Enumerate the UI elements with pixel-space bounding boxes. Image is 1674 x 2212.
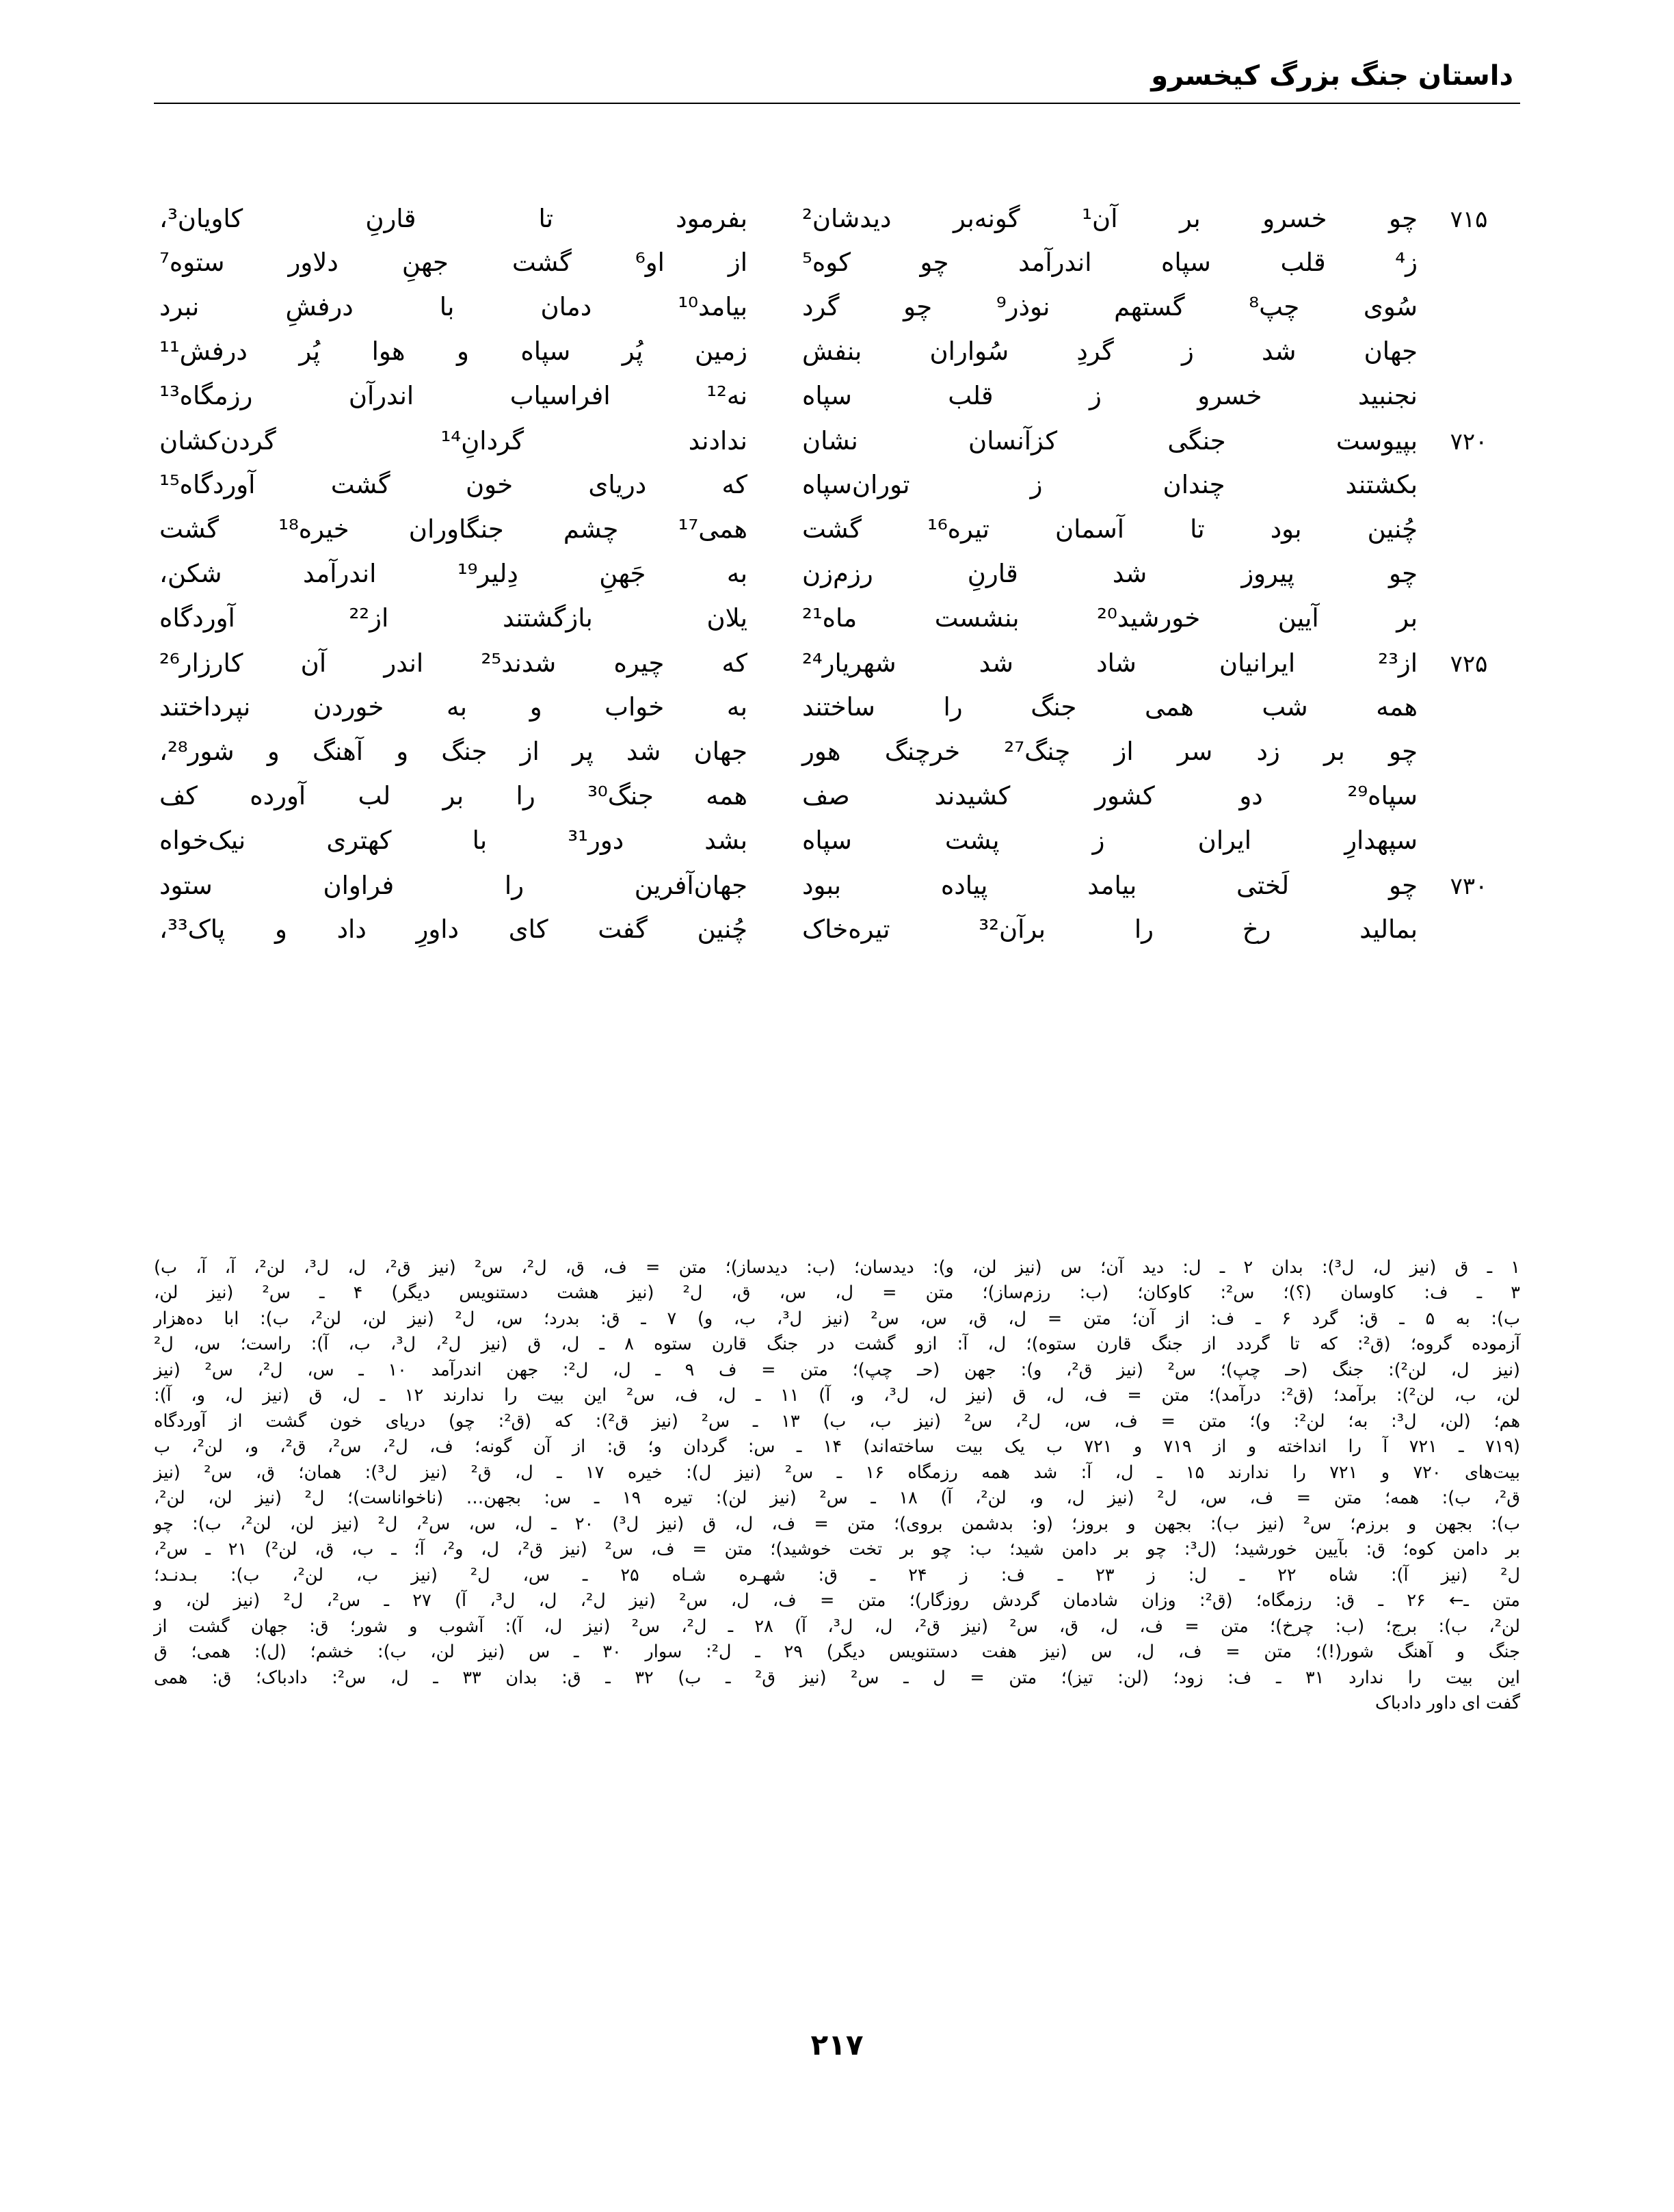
header-rule <box>154 103 1520 104</box>
hemistich-right: چُنین بود تا آسمان تیره¹⁶ گشت <box>802 514 1418 544</box>
apparatus-line: جنگ و آهنگ شور(!)؛ متن = ف، ل، س (نیز هفت دستنویس دیگر) ۲۹ ـ ل²: سوار ۳۰ ـ س (نیز لن، ب): خشم؛ (ل): همی؛ ق <box>154 1642 1520 1663</box>
verse-number <box>1418 535 1520 538</box>
apparatus-line: گفت ای داور دادباک <box>1375 1693 1520 1714</box>
verse-number <box>1418 313 1520 315</box>
folio-number: ۲۱۷ <box>810 2028 864 2062</box>
hemistich-right: همه شب همی جنگ را ساختند <box>802 692 1418 722</box>
hemistich-left: یلان بازگشتند از²² آوردگاه <box>159 603 747 633</box>
hemistich-left: که دریای خون گشت آوردگاه¹⁵ <box>159 470 747 499</box>
verse-row <box>154 205 1520 250</box>
hemistich-right: چو بر زد سر از چنگ²⁷ خرچنگ هور <box>802 737 1418 766</box>
hemistich-left: بیامد¹⁰ دمان با درفشِ نبرد <box>159 292 747 321</box>
apparatus-line: این بیت را ندارد ۳۱ ـ ف: زود؛ (لن: تیز)؛ متن = ل ـ س² (نیز ق² ـ ب) ۳۲ ـ ق: بدان ۳۳ ـ ل، س²: دادباک؛ ق: همی <box>154 1667 1520 1688</box>
hemistich-left: به جَهنِ دِلیر¹⁹ اندرآمد شکن، <box>159 559 747 588</box>
verse-number <box>1418 490 1520 493</box>
hemistich-left: همی¹⁷ چشم جنگاوران خیره¹⁸ گشت <box>159 514 747 544</box>
hemistich-right: چو لَختی بیامد پیاده ببود <box>802 871 1418 900</box>
hemistich-left: به خواب و به خوردن نپرداختند <box>159 692 747 722</box>
verse-row <box>154 828 1520 872</box>
hemistich-right: بپیوست جنگی کزآنسان نشان <box>802 426 1418 456</box>
apparatus-line: ل² (نیز آ): شاه ۲۲ ـ ل: ز ۲۳ ـ ف: ز ۲۴ ـ ق: شهـره شـاه ۲۵ ـ س، ل² (نیز ب، لن²، ب): بـدنـد؛ <box>154 1564 1521 1585</box>
verse-number: ۷۱۵ <box>1450 206 1488 233</box>
verse-number <box>1418 401 1520 404</box>
verse-number: ۷۳۰ <box>1450 873 1488 900</box>
apparatus-line: (۷۱۹ ـ ۷۲۱ آ را انداخته و از ۷۱۹ و ۷۲۱ ب یک بیت ساخته‌اند) ۱۴ ـ س: گردان و؛ ق: از آن گونه؛ ف، ل²، س²، ق²، و، لن²، ب <box>154 1436 1520 1458</box>
running-head-title: داستان جنگ بزرگ کیخسرو <box>1151 60 1513 92</box>
apparatus-line: ب): به ۵ ـ ق: گرد ۶ ـ ف: از آن؛ متن = ل، ق، س، س² (نیز ل³، ب، و) ۷ ـ ق: بدرد؛ س، ل² (نیز لن، لن²، ب): ابا ده‌هزار <box>154 1308 1520 1329</box>
hemistich-left: جهان‌آفرین را فراوان ستود <box>159 871 747 900</box>
verse-row <box>154 783 1520 828</box>
verse-number <box>1418 802 1520 804</box>
hemistich-right: سپاه²⁹ دو کشور کشیدند صف <box>802 781 1418 811</box>
verse-row <box>154 694 1520 739</box>
apparatus-line: ۱ ـ ق (نیز ل، ل³): بدان ۲ ـ ل: دید آن؛ س (نیز لن، و): دیدسان؛ (ب: دیدساز)؛ متن = ف، ق، ل²، س² (نیز ق²، ل، ل³، لن²، آ، آ، ب) <box>154 1257 1520 1278</box>
verse-block <box>154 205 1520 961</box>
hemistich-left: زمین پُر سپاه و هوا پُر درفش¹¹ <box>159 337 747 366</box>
apparatus-line: متن ـ← ۲۶ ـ ق: رزمگاه؛ (ق²: وزان شادمان گردش روزگار)؛ متن = ف، ل، س² (نیز ل²، ل، ل³، آ) ۲۷ ـ س²، ل² (نیز لن، و <box>154 1590 1520 1611</box>
verse-number <box>1418 713 1520 715</box>
verse-number <box>1418 357 1520 360</box>
verse-number: ۷۲۰ <box>1450 428 1488 456</box>
verse-row <box>154 427 1520 472</box>
hemistich-left: همه جنگ³⁰ را بر لب آورده کف <box>159 781 747 811</box>
hemistich-left: بفرمود تا قارنِ کاویان³، <box>159 204 747 233</box>
hemistich-right: سُوی چپ⁸ گستهم نوذر⁹ چو گرد <box>802 292 1418 321</box>
verse-row <box>154 605 1520 650</box>
verse-number <box>1418 757 1520 760</box>
apparatus-line: لن²، ب): برج؛ (ب: چرخ)؛ متن = ف، ل، ق، س² (نیز ق²، ل، ل³، آ) ۲۸ ـ ل²، س² (نیز ل، آ): آشوب و شور؛ ق: جهان گشت از <box>154 1616 1520 1637</box>
apparatus-line: بیت‌های ۷۲۰ و ۷۲۱ را ندارند ۱۵ ـ ل، آ: شد همه رزمگاه ۱۶ ـ س² (نیز ل): خیره ۱۷ ـ ل، ق² (نیز ل³): همان؛ ق، س² (نیز <box>154 1462 1520 1483</box>
verse-row <box>154 914 1520 961</box>
verse-row <box>154 250 1520 294</box>
apparatus-line: هم؛ (لن، ل³: به؛ لن²: و)؛ متن = ف، س، ل²، س² (نیز ب، ب) ۱۳ ـ س² (نیز ق²): که (ق²: چو) دریای خون گشت از آوردگاه <box>154 1410 1521 1432</box>
hemistich-left: از او⁶ گشت جهنِ دلاور ستوه⁷ <box>159 248 747 277</box>
hemistich-right: بر آیین خورشید²⁰ بنشست ماه²¹ <box>802 603 1418 633</box>
hemistich-left: که چیره شدند²⁵ اندر آن کارزار²⁶ <box>159 648 747 678</box>
verse-row <box>154 294 1520 339</box>
verse-row <box>154 472 1520 516</box>
verse-number <box>1418 624 1520 627</box>
running-head-area <box>154 59 1520 104</box>
hemistich-left: نه¹² افراسیاب اندرآن رزمگاه¹³ <box>159 381 747 410</box>
verse-row <box>154 516 1520 561</box>
verse-row <box>154 650 1520 694</box>
hemistich-right: جهان شد ز گردِ سُواران بنفش <box>802 337 1418 366</box>
apparatus-line: (نیز ل، لن²): جنگ (حـ چپ)؛ س² (نیز ق²، و): جهن (حـ چپ)؛ متن = ف ۹ ـ ل، ل²: جهن اندرآمد ۱۰ ـ س، ل²، س² (نیز <box>154 1359 1521 1380</box>
apparatus-line: لن، ب، لن²): برآمد؛ (ق²: درآمد)؛ متن = ف، ل، ق (نیز ل، ل³، و، آ) ۱۱ ـ ل، ف، س² این بیت را ندارند ۱۲ ـ ل، ق (نیز ل، و، آ): <box>154 1385 1521 1406</box>
apparatus-line: ب): بجهن و برزم؛ س² (نیز ب): بجهن و بروز؛ (و: بدشمن بروی)؛ متن = ف، ل، ق (نیز ل³) ۲۰ ـ ل، س، س²، ل² (نیز لن، لن²، ب): چو <box>154 1513 1520 1534</box>
hemistich-right: ز⁴ قلب سپاه اندرآمد چو کوه⁵ <box>802 248 1418 277</box>
verse-row <box>154 739 1520 783</box>
hemistich-left: ندادند گردانِ¹⁴ گردن‌کشان <box>159 426 747 456</box>
critical-apparatus <box>154 1255 1520 1717</box>
verse-row <box>154 383 1520 427</box>
verse-number: ۷۲۵ <box>1450 650 1488 678</box>
hemistich-right: چو پیروز شد قارنِ رزم‌زن <box>802 559 1418 588</box>
apparatus-line: ۳ ـ ف: کاوسان (؟)؛ س²: کاوکان؛ (ب: رزم‌ساز)؛ متن = ل، س، ق، ل² (نیز هشت دستنویس دیگر) ۴ ـ س² (نیز لن، <box>154 1282 1520 1304</box>
verse-number <box>1418 579 1520 582</box>
verse-number <box>1418 846 1520 849</box>
apparatus-line: ق²، ب): همه؛ متن = ف، س، ل² (نیز ل، و، لن²، آ) ۱۸ ـ س² (نیز لن): تیره ۱۹ ـ س: بجهن… (ناخواناست)؛ ل² (نیز لن، لن²، <box>154 1488 1521 1509</box>
verse-row <box>154 872 1520 917</box>
hemistich-left: بشد دور³¹ با کهتری نیک‌خواه <box>159 826 748 855</box>
apparatus-line: آزموده گروه؛ (ق²: که تا گردد از جنگ قارن ستوه)؛ ل، آ: ازو گشت در جنگ قارن ستوه ۸ ـ ل، ق (نیز ل²، ل³، ب، آ): راست؛ س، ل² <box>154 1334 1520 1355</box>
hemistich-left: چُنین گفت کای داورِ داد و پاک³³، <box>159 914 747 944</box>
hemistich-right: سپهدارِ ایران ز پشت سپاه <box>802 826 1418 855</box>
hemistich-right: نجنبید خسرو ز قلب سپاه <box>802 381 1418 410</box>
hemistich-right: از²³ ایرانیان شاد شد شهریار²⁴ <box>802 648 1418 678</box>
verse-number <box>1418 268 1520 271</box>
hemistich-right: چو خسرو بر آن¹ گونه‌بر دیدشان² <box>802 204 1418 233</box>
hemistich-right: بمالید رخ را برآن³² تیره‌خاک <box>802 914 1418 944</box>
verse-row <box>154 561 1520 605</box>
hemistich-left: جهان شد پر از جنگ و آهنگ و شور²⁸، <box>159 737 747 766</box>
verse-row <box>154 339 1520 383</box>
verse-number <box>1418 935 1520 938</box>
apparatus-line: بر دامن کوه؛ ق: بآیین خورشید؛ (ل³: چو بر دامن شید؛ ب: چو بر تخت خوشید)؛ متن = ف، س² (نیز ق²، ل، و²، آ؛ ـ ب، ق، لن²) ۲۱ ـ س²، <box>154 1539 1520 1560</box>
hemistich-right: بکشتند چندان ز توران‌سپاه <box>802 470 1418 499</box>
